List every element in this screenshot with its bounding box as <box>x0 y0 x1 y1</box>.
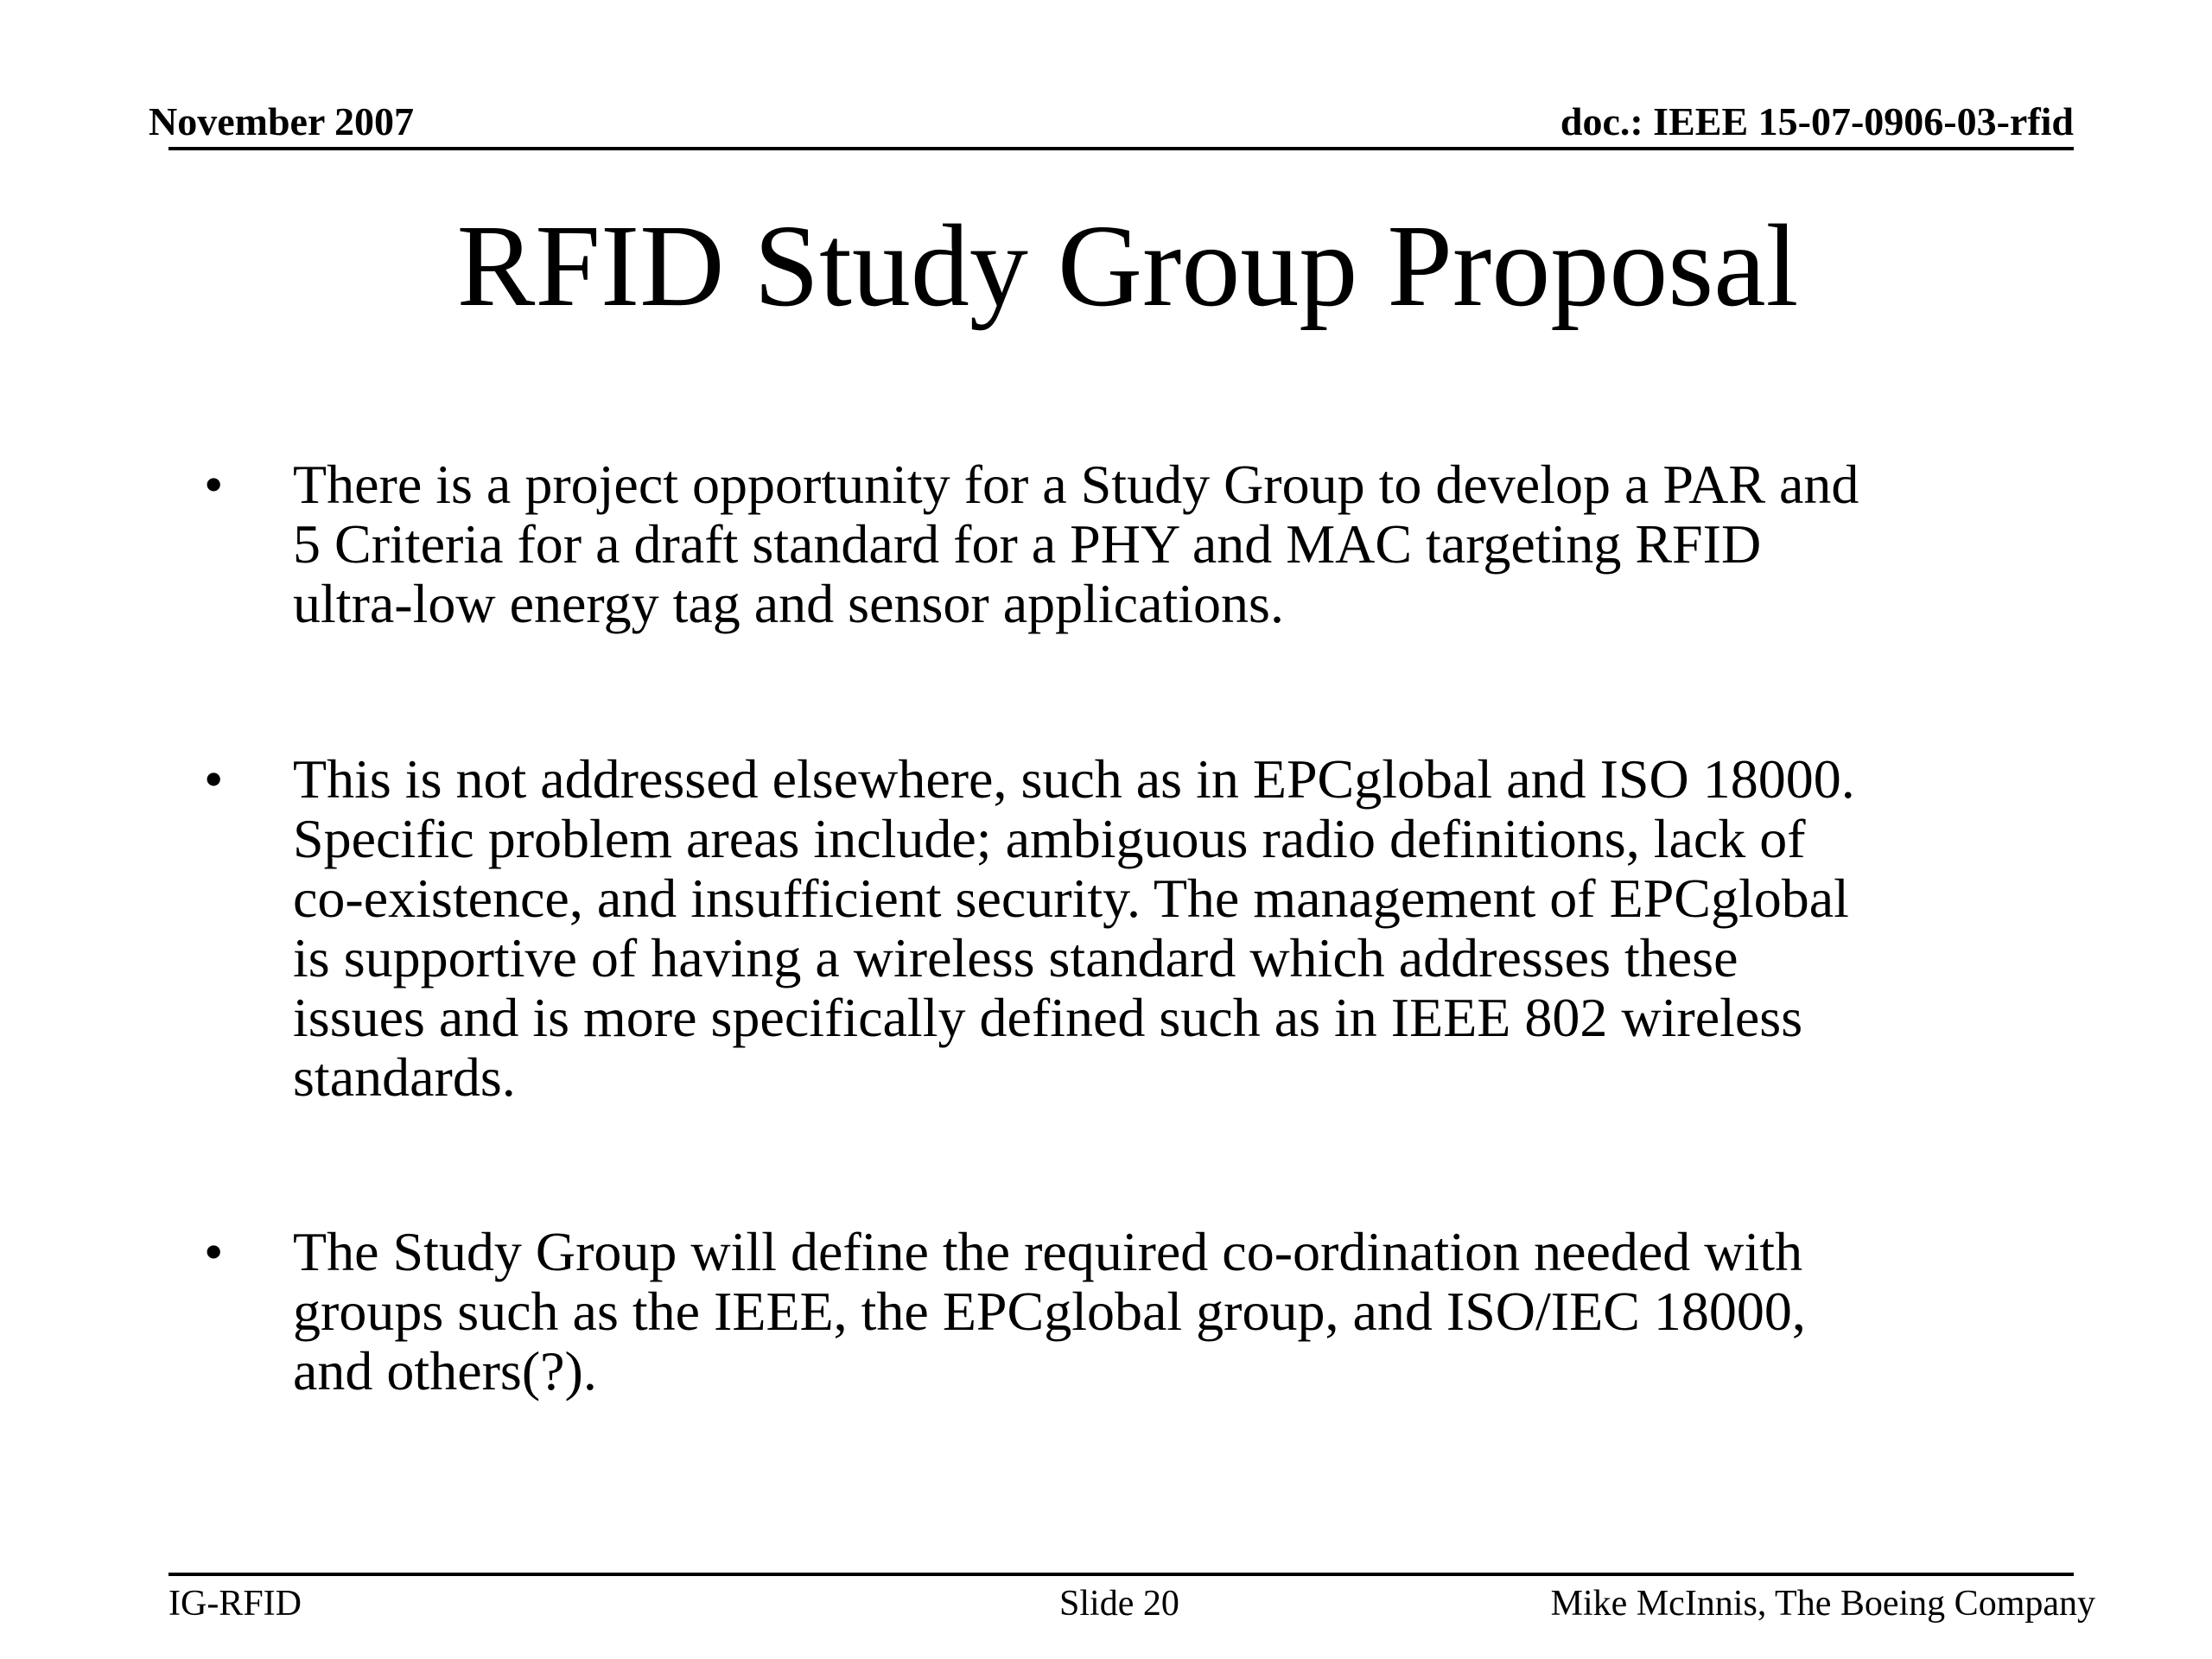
bullet-item-not-addressed <box>204 749 2088 1107</box>
bullet-line: Specific problem areas include; ambiguous radio definitions, lack of <box>293 808 1806 869</box>
bullet-line: co-existence, and insufficient security. The management of EPCglobal <box>293 868 1849 929</box>
bullet-dot-icon: • <box>204 1221 224 1282</box>
bullet-item-coordination <box>204 1222 2088 1401</box>
bullet-line: 5 Criteria for a draft standard for a PHY and MAC targeting RFID <box>293 513 1762 575</box>
bullet-line: issues and is more specifically defined such as in IEEE 802 wireless <box>293 987 1803 1048</box>
bullet-line: ultra-low energy tag and sensor applications. <box>293 573 1284 634</box>
header-doc-id: doc.: IEEE 15-07-0906-03-rfid <box>1560 99 2074 143</box>
bullet-dot-icon: • <box>204 748 224 810</box>
footer-divider <box>168 1573 2074 1576</box>
bullet-line: standards. <box>293 1046 516 1108</box>
footer-group: IG-RFID <box>168 1584 302 1624</box>
footer-slide-number: Slide 20 <box>1059 1584 1179 1624</box>
footer-author: Mike McInnis, The Boeing Company <box>1550 1584 2095 1624</box>
bullet-list <box>204 454 2088 1401</box>
header-divider <box>168 147 2074 150</box>
bullet-line: groups such as the IEEE, the EPCglobal group, and ISO/IEC 18000, <box>293 1281 1806 1342</box>
bullet-item-project-opportunity <box>204 454 2088 633</box>
bullet-dot-icon: • <box>204 454 224 515</box>
bullet-line: and others(?). <box>293 1340 597 1402</box>
bullet-line: This is not addressed elsewhere, such as in EPCglobal and ISO 18000. <box>293 748 1855 810</box>
bullet-line: The Study Group will define the required co-ordination needed with <box>293 1221 1803 1282</box>
slide-title: RFID Study Group Proposal <box>456 201 1799 331</box>
bullet-line: There is a project opportunity for a Study Group to develop a PAR and <box>293 454 1859 515</box>
bullet-line: is supportive of having a wireless standard which addresses these <box>293 927 1738 988</box>
header-date: November 2007 <box>149 99 415 143</box>
